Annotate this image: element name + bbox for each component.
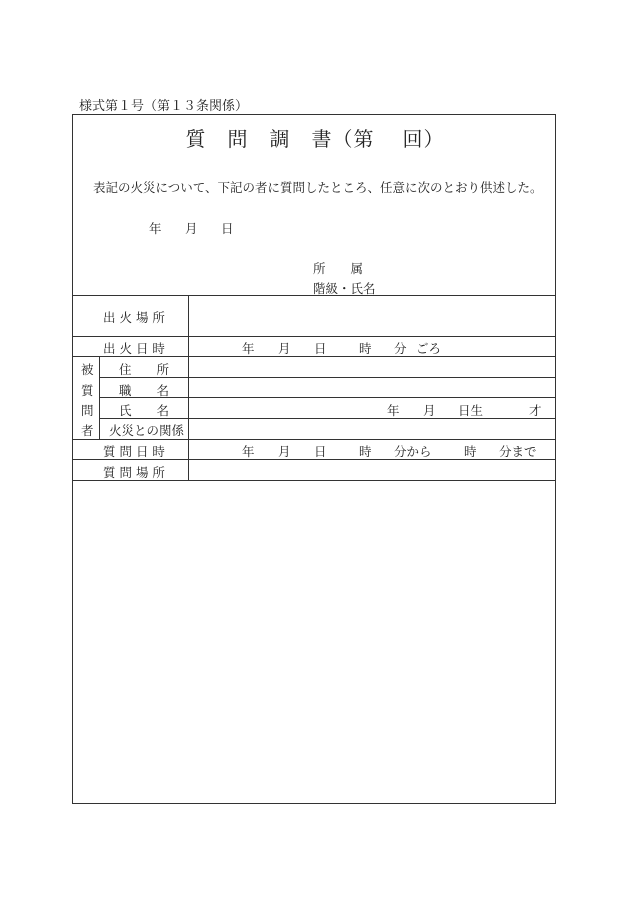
fire-place-label: 出 火 場 所 [103,310,165,325]
header-year-label: 年 [149,221,162,236]
fire-hour-label: 時 [359,341,372,356]
question-hour-to-label: 時 [464,444,477,459]
fire-datetime-label: 出 火 日 時 [103,341,165,356]
question-year-label: 年 [242,444,255,459]
address-label: 住 所 [119,362,170,377]
birth-month-label: 月 [423,403,436,418]
respondent-group-label-1: 被 [81,362,94,377]
title-close: 回） [402,127,445,151]
question-month-label: 月 [278,444,291,459]
title-open: （第 [332,127,375,151]
respondent-group-label-2: 質 [81,383,94,398]
question-minute-from-label: 分から [394,444,432,459]
question-day-label: 日 [314,444,327,459]
occupation-field[interactable] [189,378,555,397]
name-label: 氏 名 [119,403,170,418]
header-day-label: 日 [221,221,234,236]
interrogation-form [72,114,556,804]
question-datetime-label: 質 問 日 時 [103,444,165,459]
question-hour-from-label: 時 [359,444,372,459]
affiliation-label: 所 属 [313,261,364,276]
header-month-label: 月 [185,221,198,236]
rank-name-label: 階級・氏名 [313,281,376,296]
fire-year-label: 年 [242,341,255,356]
question-place-label: 質 問 場 所 [103,465,165,480]
respondent-group-divider [99,356,100,439]
form-number: 様式第１号（第１３条関係） [79,99,249,114]
age-label: 才 [529,403,542,418]
statement-area[interactable] [73,481,555,803]
occupation-label: 職 名 [119,383,170,398]
relation-label: 火災との関係 [109,423,185,438]
fire-minute-label: 分 [394,341,407,356]
row-divider [73,439,555,440]
birth-day-label: 日生 [458,403,484,418]
birth-year-label: 年 [387,403,400,418]
fire-approx-label: ごろ [416,341,442,356]
address-field[interactable] [189,357,555,377]
respondent-group-label-4: 者 [81,423,94,438]
fire-day-label: 日 [314,341,327,356]
form-title [73,123,557,152]
relation-field[interactable] [189,419,555,439]
question-place-field[interactable] [189,460,555,480]
title-main: 質 問 調 書 [185,127,333,151]
question-minute-to-label: 分まで [499,444,537,459]
fire-place-field[interactable] [189,296,555,336]
respondent-group-label-3: 問 [81,403,94,418]
fire-month-label: 月 [278,341,291,356]
row-divider [73,336,555,337]
intro-text: 表記の火災について、下記の者に質問したところ、任意に次のとおり供述した。 [93,180,543,195]
